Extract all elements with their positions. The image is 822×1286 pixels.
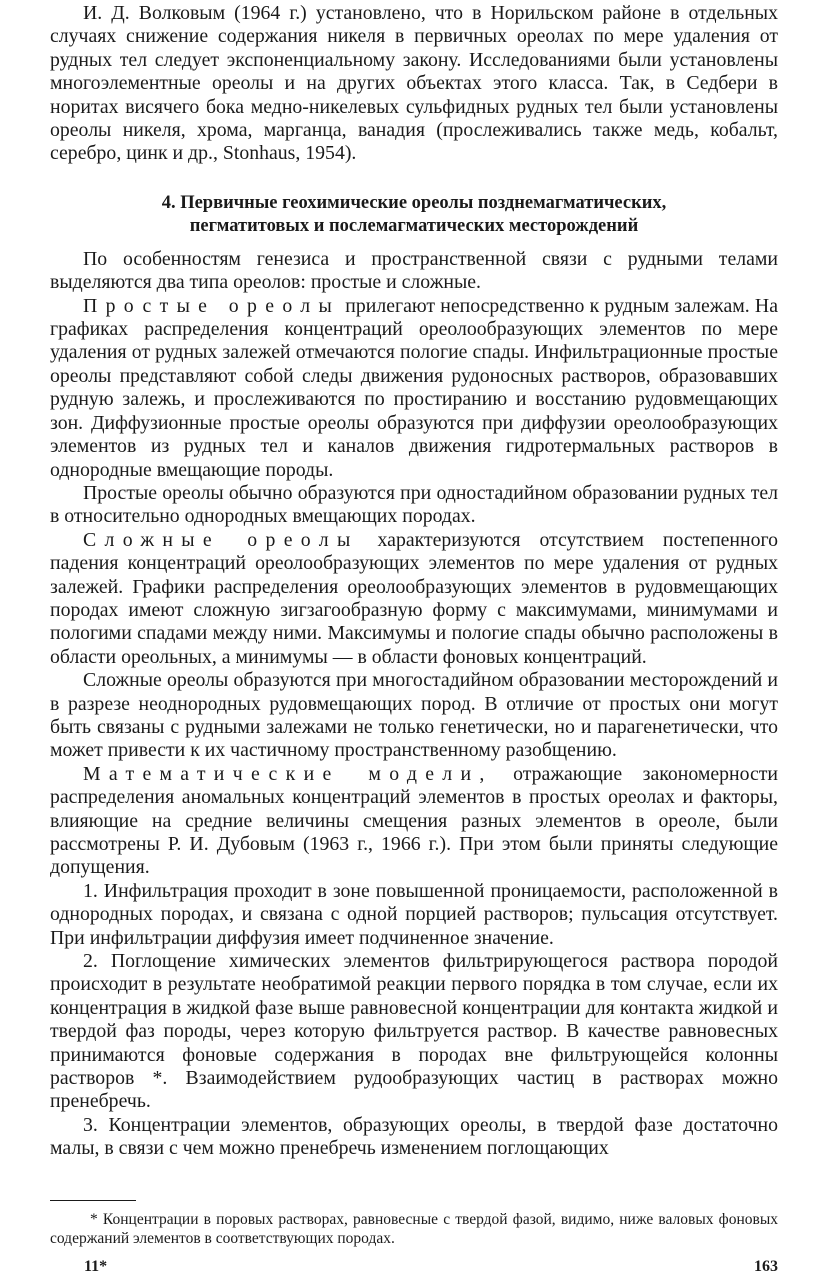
section-heading [50,192,778,238]
paragraph-2: По особенностям генезиса и пространственной связи с рудными телами выделяются два типа ореолов: простые и сложные. [50,247,778,294]
footnote: * Концентрации в поровых растворах, равновесные с твердой фазой, видимо, ниже валовых фоновых содержаний элементов в соответствующих породах. [50,1211,778,1247]
term-simple-halos: Простые ореолы [83,294,341,317]
paragraph-6: Сложные ореолы образуются при многостадийном образовании месторождений и в разрезе неоднородных рудовмещающих пород. В отличие от простых они могут быть связаны с рудными залежами не только генетически, но и парагенетически, что может привести к их частичному пространственному разобщению. [50,669,778,762]
paragraph-7 [50,763,778,880]
paragraph-1: И. Д. Волковым (1964 г.) установлено, что в Норильском районе в отдельных случаях снижение содержания никеля в первичных ореолах по мере удаления от рудных тел следует экспоненциальному закону. Исследованиями были установлены многоэлементные ореолы и на других объектах этого класса. Так, в Седбери в норитах висячего бока медно-никелевых сульфидных рудных тел были установлены ореолы никеля, хрома, марганца, ванадия (прослеживались также медь, кобальт, серебро, цинк и др., Stonhaus, 1954). [50,2,778,165]
footnote-rule [50,1200,136,1201]
term-math-models: Математические модели, [83,762,493,785]
list-item-3: 3. Концентрации элементов, образующих ореолы, в твердой фазе достаточно малы, в связи с чем можно пренебречь изменением поглощающих [50,1113,778,1160]
list-item-2: 2. Поглощение химических элементов фильтрирующегося раствора породой происходит в результате необратимой реакции первого порядка в том случае, если их концентрация в жидкой фазе выше равновесной концентрации для контакта жидкой и твердой фаз породы, через которую фильтруется раствор. В качестве равновесных принимаются фоновые содержания в породах вне фильтрующейся колонны растворов *. Взаимодействием рудообразующих частиц в растворах можно пренебречь. [50,950,778,1113]
paragraph-3 [50,295,778,482]
section-heading-line-1: 4. Первичные геохимические ореолы позднемагматических, [161,192,667,213]
section-heading-line-2: пегматитовых и послемагматических месторождений [189,215,639,236]
paragraph-7-text: отражающие закономерности распределения аномальных концентраций элементов в простых ореолах и факторы, влияющие на средние величины смещения разных элементов в ореоле, были рассмотрены Р. И. Дубовым (1963 г., 1966 г.). При этом были приняты следующие допущения. [50,762,779,879]
signature-mark: 11* [84,1258,108,1275]
list-item-1: 1. Инфильтрация проходит в зоне повышенной проницаемости, расположенной в однородных породах, и связана с одной порцией растворов; пульсация отсутствует. При инфильтрации диффузия имеет подчиненное значение. [50,879,778,949]
page-number: 163 [754,1258,778,1275]
paragraph-3-text: прилегают непосредственно к рудным залежам. На графиках распределения концентраций ореолообразующих элементов по мере удаления от рудных залежей отмечаются пологие спады. Инфильтрационные простые ореолы представляют собой следы движения рудоносных растворов, образовавших рудную залежь, и прослеживаются по простиранию и восстанию рудовмещающих зон. Диффузионные простые ореолы образуются при диффузии ореолообразующих элементов из рудных тел и каналов движения гидротермальных растворов в однородные вмещающие породы. [50,294,778,481]
paragraph-5-text: характеризуются отсутствием постепенного падения концентраций ореолообразующих элементов по мере удаления от рудных залежей. Графики распределения ореолообразующих элементов в рудовмещающих породах имеют сложную зигзагообразную форму с максимумами, минимумами и пологими спадами между ними. Максимумы и пологие спады обычно расположены в области ореольных, а минимумы — в области фоновых концентраций. [50,528,779,668]
page-body [50,2,778,1161]
paragraph-5 [50,529,778,669]
paragraph-4: Простые ореолы обычно образуются при одностадийном образовании рудных тел в относительно однородных вмещающих породах. [50,481,778,528]
term-complex-halos: Сложные ореолы [83,528,359,551]
